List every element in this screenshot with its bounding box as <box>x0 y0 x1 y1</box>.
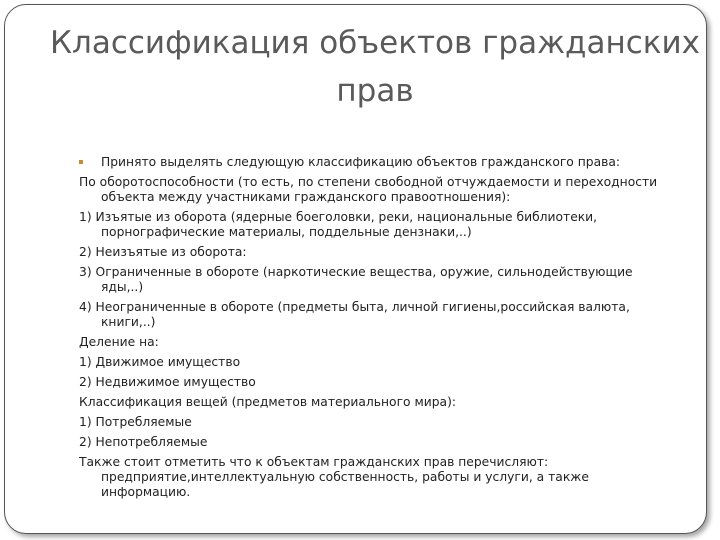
list-item: 1) Изъятые из оборота (ядерные боеголовки, реки, национальные библиотеки, порнографические материалы, поддельные дензнаки,..) <box>79 210 598 239</box>
list-item: 2) Недвижимое имущество <box>79 375 256 389</box>
paragraph-conclusion: Также стоит отметить что к объектам гражданских прав перечисляют: предприятие,интеллектуальную собственность, работы и услуги, а также информацию. <box>79 455 589 499</box>
list-item: 3) Ограниченные в обороте (наркотические вещества, оружие, сильнодействующие яды,..) <box>79 265 633 294</box>
paragraph-division: Деление на: <box>79 335 159 349</box>
bullet-icon <box>79 160 83 164</box>
slide-frame <box>4 4 707 534</box>
list-item: 1) Потребляемые <box>79 415 192 429</box>
paragraph-things: Классификация вещей (предметов материального мира): <box>79 395 457 409</box>
paragraph-text: Принято выделять следующую классификацию объектов гражданского права: <box>101 155 621 169</box>
list-item: 1) Движимое имущество <box>79 355 241 369</box>
list-item: 2) Непотребляемые <box>79 435 208 449</box>
list-item: 4) Неограниченные в обороте (предметы быта, личной гигиены,российская валюта, книги,..) <box>79 300 630 329</box>
list-item: 2) Неизъятые из оборота: <box>79 245 247 259</box>
slide-title: Классификация объектов гражданских прав <box>50 25 700 109</box>
paragraph-turnover: По оборотоспособности (то есть, по степени свободной отчуждаемости и переходности объекта между участниками гражданского правоотношения): <box>79 175 658 204</box>
paragraph-intro <box>79 155 669 170</box>
slide-body <box>79 155 669 505</box>
